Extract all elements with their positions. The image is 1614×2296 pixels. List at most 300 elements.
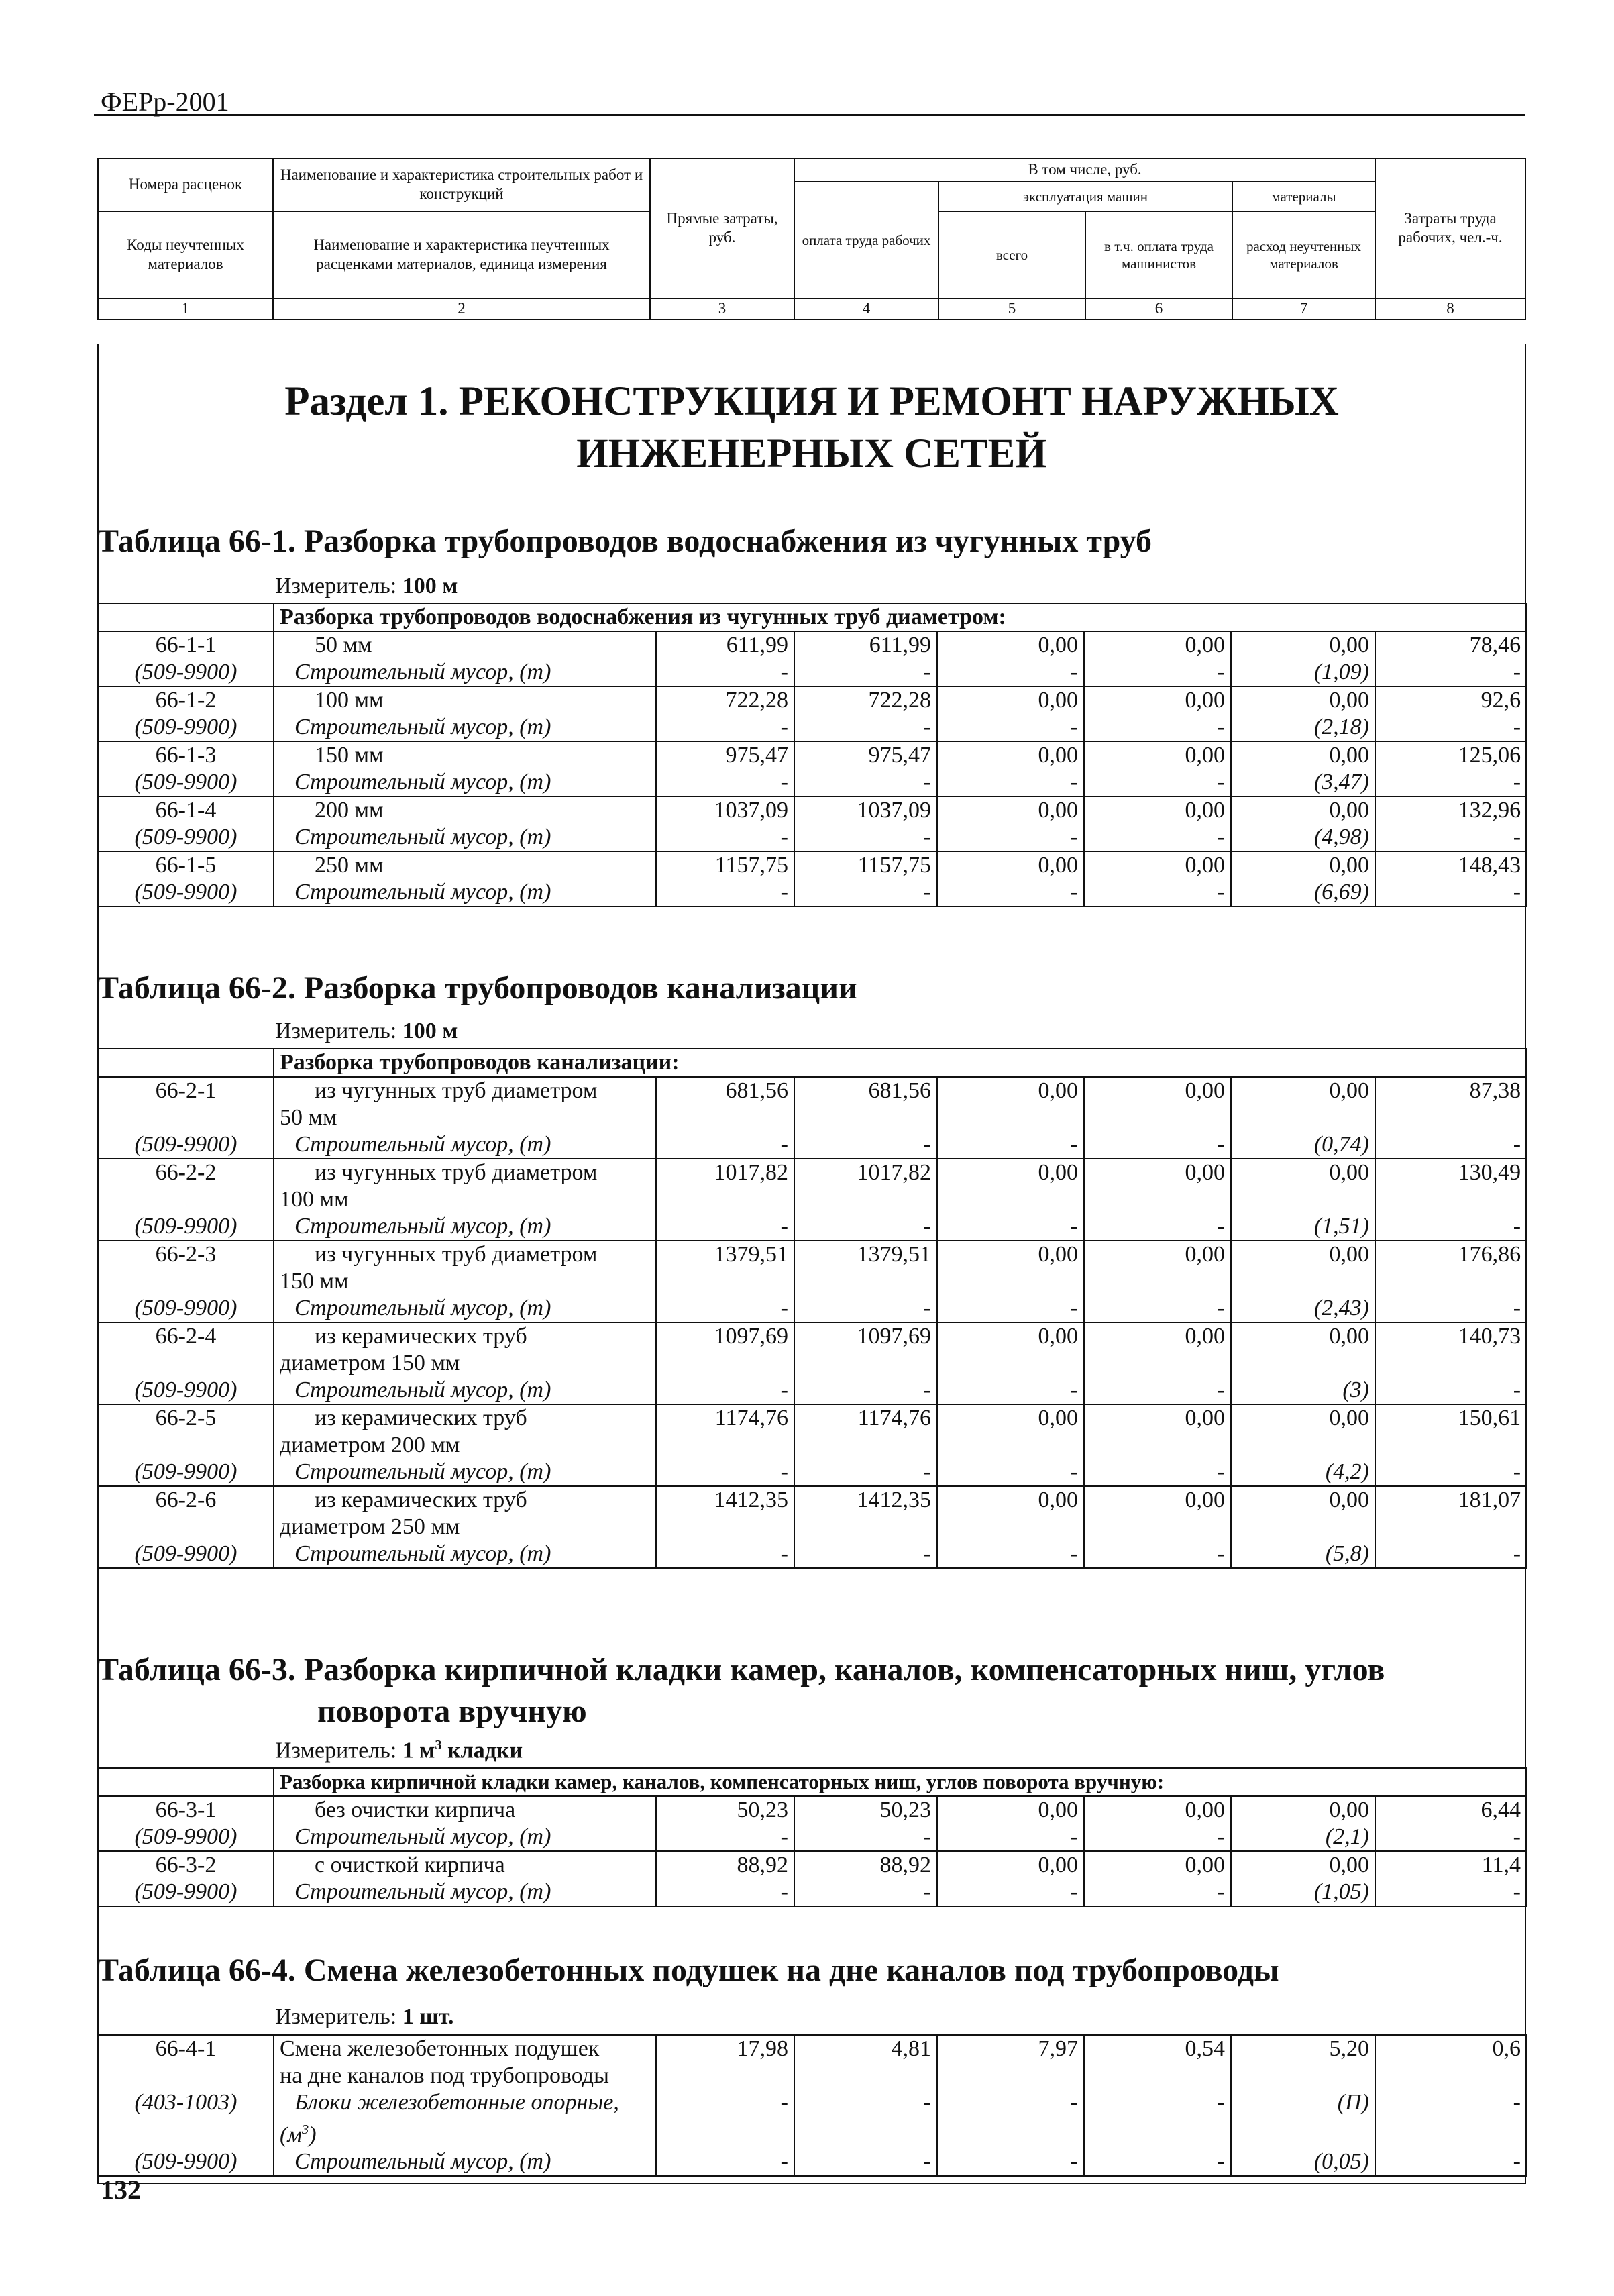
work-name-continued: диаметром 200 мм [274,1432,656,1459]
material-consumption: (1,51) [1231,1213,1375,1241]
material-code: (509-9900) [98,1295,274,1322]
table-row [98,1322,1527,1350]
machines-total: 0,00 [937,1241,1084,1268]
page-number: 132 [101,2175,141,2205]
value-8: - [1375,1879,1527,1906]
table-66-3-meter [275,1738,523,1763]
table-66-2-meter [275,1019,458,1044]
table-row [98,796,1527,824]
direct-costs: 1097,69 [656,1322,794,1350]
table-row [98,1241,1527,1268]
table-66-1 [97,603,1527,907]
meter-value: 1 м [402,1738,435,1763]
labor-hours: 92,6 [1375,686,1527,714]
work-name: с очисткой кирпича [274,1851,656,1879]
material-code: (509-9900) [98,1213,274,1241]
labor-hours: 11,4 [1375,1851,1527,1879]
labor-hours: 87,38 [1375,1077,1527,1104]
meter-label: Измеритель: [275,1738,397,1763]
value-5: - [937,714,1084,741]
value-4: - [794,1459,937,1486]
material-name: Строительный мусор, (т) [274,1131,656,1159]
material-name: Строительный мусор, (т) [274,2148,656,2176]
table-row-material [98,714,1527,741]
meter-superscript: 3 [435,1738,442,1753]
value-3: - [656,714,794,741]
worker-pay: 1097,69 [794,1322,937,1350]
material-consumption: (2,1) [1231,1824,1375,1851]
rate-code: 66-2-6 [98,1486,274,1514]
worker-pay: 4,81 [794,2035,937,2063]
work-name: из керамических труб [274,1486,656,1514]
worker-pay: 1017,82 [794,1159,937,1186]
material-code: (509-9900) [98,1131,274,1159]
work-name: Смена железобетонных подушек [274,2035,656,2063]
value-5: - [937,824,1084,851]
materials: 0,00 [1231,631,1375,659]
header-index-7: 7 [1232,299,1375,319]
table-66-3-title-line2: поворота вручную [317,1693,587,1729]
operators-pay: 0,00 [1084,1159,1231,1186]
header-index-2: 2 [273,299,650,319]
machines-total: 0,00 [937,851,1084,879]
material-code: (403-1003) [98,2089,274,2116]
value-6: - [1084,1879,1231,1906]
operators-pay: 0,00 [1084,1322,1231,1350]
table-row-continued [98,1104,1527,1131]
operators-pay: 0,00 [1084,631,1231,659]
header-rates: Номера расценок [98,158,273,211]
worker-pay: 975,47 [794,741,937,769]
value-8: - [1375,769,1527,796]
materials: 0,00 [1231,1851,1375,1879]
worker-pay: 88,92 [794,1851,937,1879]
material-name: Строительный мусор, (т) [274,824,656,851]
value-6: - [1084,1459,1231,1486]
direct-costs: 88,92 [656,1851,794,1879]
header-index-6: 6 [1085,299,1232,319]
work-name: 250 мм [274,851,656,879]
value-4: - [794,1213,937,1241]
table-row [98,741,1527,769]
table-66-2-title: Таблица 66-2. Разборка трубопроводов канализации [97,970,857,1006]
table-66-4-meter [275,2004,454,2030]
value-6: - [1084,2089,1231,2116]
material-name: Блоки железобетонные опорные, [274,2089,656,2116]
direct-costs: 611,99 [656,631,794,659]
header-works: Наименование и характеристика строительных работ и конструкций [273,158,650,211]
value-5: - [937,1377,1084,1404]
materials: 0,00 [1231,1077,1375,1104]
table-66-1-subheader: Разборка трубопроводов водоснабжения из чугунных труб диаметром: [274,603,1527,631]
value-4: - [794,824,937,851]
machines-total: 0,00 [937,1077,1084,1104]
header-worker-pay: оплата труда рабочих [794,182,938,299]
value-4: - [794,1541,937,1568]
value-6: - [1084,1131,1231,1159]
rate-code: 66-1-5 [98,851,274,879]
machines-total: 0,00 [937,1851,1084,1879]
header-incl-group: В том числе, руб. [794,158,1375,182]
meter-value: 1 шт. [402,2004,454,2029]
direct-costs: 50,23 [656,1796,794,1824]
value-6: - [1084,769,1231,796]
work-name-continued: 150 мм [274,1268,656,1295]
machines-total: 7,97 [937,2035,1084,2063]
material-code: (509-9900) [98,1541,274,1568]
value-6: - [1084,1541,1231,1568]
table-row-material [98,2148,1527,2176]
rate-code: 66-3-2 [98,1851,274,1879]
table-row-material [98,1459,1527,1486]
material-name: Строительный мусор, (т) [274,1213,656,1241]
material-name: Строительный мусор, (т) [274,1459,656,1486]
table-row-material [98,824,1527,851]
value-5: - [937,1824,1084,1851]
value-3: - [656,769,794,796]
material-consumption: (2,18) [1231,714,1375,741]
material-consumption: (4,2) [1231,1459,1375,1486]
value-3: - [656,824,794,851]
worker-pay: 681,56 [794,1077,937,1104]
materials: 0,00 [1231,1159,1375,1186]
worker-pay: 1412,35 [794,1486,937,1514]
worker-pay: 1037,09 [794,796,937,824]
direct-costs: 1037,09 [656,796,794,824]
labor-hours: 176,86 [1375,1241,1527,1268]
material-consumption: (1,09) [1231,659,1375,686]
material-name: Строительный мусор, (т) [274,1824,656,1851]
header-material-codes: Коды неучтенных материалов [98,211,273,299]
table-row-continued [98,1268,1527,1295]
machines-total: 0,00 [937,1159,1084,1186]
machines-total: 0,00 [937,741,1084,769]
value-4: - [794,714,937,741]
value-3: - [656,1295,794,1322]
table-66-1-meter [275,574,458,599]
work-name-continued: 50 мм [274,1104,656,1131]
column-header-table [97,158,1526,320]
worker-pay: 611,99 [794,631,937,659]
labor-hours: 6,44 [1375,1796,1527,1824]
direct-costs: 1412,35 [656,1486,794,1514]
header-material-consumption: расход неучтенных материалов [1232,211,1375,299]
work-name: из чугунных труб диаметром [274,1077,656,1104]
material-name: Строительный мусор, (т) [274,769,656,796]
value-3: - [656,2148,794,2176]
rate-code: 66-1-1 [98,631,274,659]
value-4: - [794,769,937,796]
labor-hours: 78,46 [1375,631,1527,659]
work-name-continued: на дне каналов под трубопроводы [274,2063,656,2089]
direct-costs: 722,28 [656,686,794,714]
material-consumption: (3) [1231,1377,1375,1404]
work-name: 200 мм [274,796,656,824]
machines-total: 0,00 [937,1796,1084,1824]
worker-pay: 1157,75 [794,851,937,879]
header-index-8: 8 [1375,299,1525,319]
table-row-material [98,1824,1527,1851]
material-code: (509-9900) [98,824,274,851]
table-66-3 [97,1767,1527,1907]
table-row [98,1486,1527,1514]
header-operators-pay: в т.ч. оплата труда машинистов [1085,211,1232,299]
material-code: (509-9900) [98,1824,274,1851]
labor-hours: 140,73 [1375,1322,1527,1350]
materials: 0,00 [1231,1322,1375,1350]
material-consumption: (5,8) [1231,1541,1375,1568]
direct-costs: 975,47 [656,741,794,769]
material-name: Строительный мусор, (т) [274,1541,656,1568]
work-name-continued: диаметром 150 мм [274,1350,656,1377]
meter-value: 100 м [402,574,458,598]
machines-total: 0,00 [937,796,1084,824]
value-5: - [937,2148,1084,2176]
value-8: - [1375,2148,1527,2176]
material-code: (509-9900) [98,879,274,906]
work-name-continued: диаметром 250 мм [274,1514,656,1541]
work-name: 100 мм [274,686,656,714]
operators-pay: 0,00 [1084,1851,1231,1879]
table-row [98,851,1527,879]
header-index-4: 4 [794,299,938,319]
value-4: - [794,1131,937,1159]
value-3: - [656,1824,794,1851]
work-name-continued: 100 мм [274,1186,656,1213]
value-8: - [1375,824,1527,851]
material-consumption: (0,74) [1231,1131,1375,1159]
rate-code: 66-3-1 [98,1796,274,1824]
table-row-material [98,879,1527,906]
operators-pay: 0,00 [1084,1241,1231,1268]
value-6: - [1084,1377,1231,1404]
meter-label: Измеритель: [275,2004,397,2029]
value-8: - [1375,659,1527,686]
labor-hours: 181,07 [1375,1486,1527,1514]
table-66-2-subheader: Разборка трубопроводов канализации: [274,1049,1527,1077]
machines-total: 0,00 [937,1486,1084,1514]
value-5: - [937,1295,1084,1322]
operators-pay: 0,00 [1084,1404,1231,1432]
value-4: - [794,2089,937,2116]
direct-costs: 1174,76 [656,1404,794,1432]
meter-suffix: кладки [441,1738,523,1763]
material-code: (509-9900) [98,1459,274,1486]
materials: 0,00 [1231,741,1375,769]
rate-code: 66-2-5 [98,1404,274,1432]
table-66-1-title: Таблица 66-1. Разборка трубопроводов водоснабжения из чугунных труб [97,523,1152,559]
value-6: - [1084,1824,1231,1851]
table-row-material [98,1213,1527,1241]
value-5: - [937,1131,1084,1159]
direct-costs: 681,56 [656,1077,794,1104]
work-name: 50 мм [274,631,656,659]
value-3: - [656,659,794,686]
table-row [98,1077,1527,1104]
value-6: - [1084,1295,1231,1322]
value-3: - [656,1879,794,1906]
labor-hours: 132,96 [1375,796,1527,824]
operators-pay: 0,00 [1084,686,1231,714]
value-5: - [937,2089,1084,2116]
materials: 0,00 [1231,686,1375,714]
value-6: - [1084,824,1231,851]
operators-pay: 0,00 [1084,1077,1231,1104]
section-title: Раздел 1. РЕКОНСТРУКЦИЯ И РЕМОНТ НАРУЖНЫХ ИНЖЕНЕРНЫХ СЕТЕЙ [284,379,1339,476]
machines-total: 0,00 [937,1322,1084,1350]
table-row [98,1796,1527,1824]
material-code: (509-9900) [98,714,274,741]
value-5: - [937,879,1084,906]
work-name: из керамических труб [274,1322,656,1350]
material-consumption: (4,98) [1231,824,1375,851]
materials: 0,00 [1231,796,1375,824]
subheader-spacer [98,1049,274,1077]
table-row-material [98,1541,1527,1568]
value-8: - [1375,714,1527,741]
labor-hours: 0,6 [1375,2035,1527,2063]
rate-code: 66-1-3 [98,741,274,769]
value-5: - [937,659,1084,686]
rate-code: 66-2-3 [98,1241,274,1268]
rate-code: 66-2-4 [98,1322,274,1350]
value-4: - [794,659,937,686]
operators-pay: 0,00 [1084,741,1231,769]
header-material-names: Наименование и характеристика неучтенных расценками материалов, единица измерения [273,211,650,299]
value-3: - [656,879,794,906]
table-row-continued [98,2116,1527,2148]
table-row [98,2035,1527,2063]
value-8: - [1375,1824,1527,1851]
rate-code: 66-4-1 [98,2035,274,2063]
material-consumption: (1,05) [1231,1879,1375,1906]
direct-costs: 1157,75 [656,851,794,879]
operators-pay: 0,00 [1084,1486,1231,1514]
value-5: - [937,1459,1084,1486]
value-5: - [937,1213,1084,1241]
work-name: 150 мм [274,741,656,769]
value-3: - [656,1213,794,1241]
meter-label: Измеритель: [275,574,397,598]
subheader-spacer [98,603,274,631]
value-8: - [1375,1131,1527,1159]
table-row [98,686,1527,714]
value-3: - [656,1377,794,1404]
value-8: - [1375,1295,1527,1322]
material-consumption: (6,69) [1231,879,1375,906]
labor-hours: 125,06 [1375,741,1527,769]
value-8: - [1375,1459,1527,1486]
material-name: Строительный мусор, (т) [274,1377,656,1404]
value-3: - [656,1541,794,1568]
work-name: из чугунных труб диаметром [274,1241,656,1268]
labor-hours: 130,49 [1375,1159,1527,1186]
value-4: - [794,1824,937,1851]
value-4: - [794,1295,937,1322]
header-machines-total: всего [938,211,1085,299]
material-name: Строительный мусор, (т) [274,1295,656,1322]
material-code: (509-9900) [98,1879,274,1906]
worker-pay: 722,28 [794,686,937,714]
table-row [98,1851,1527,1879]
table-66-3-title [97,1649,1385,1732]
direct-costs: 17,98 [656,2035,794,2063]
table-row-material [98,659,1527,686]
table-row-material [98,1295,1527,1322]
value-8: - [1375,2089,1527,2116]
header-index-5: 5 [938,299,1085,319]
material-consumption: (П) [1231,2089,1375,2116]
value-4: - [794,2148,937,2176]
header-index-1: 1 [98,299,273,319]
table-row-material [98,1377,1527,1404]
value-8: - [1375,1213,1527,1241]
rate-code: 66-2-1 [98,1077,274,1104]
title-rule [94,114,1525,116]
machines-total: 0,00 [937,1404,1084,1432]
materials: 0,00 [1231,1486,1375,1514]
value-3: - [656,1131,794,1159]
table-row-continued [98,1186,1527,1213]
value-8: - [1375,1541,1527,1568]
machines-total: 0,00 [937,631,1084,659]
header-machines: эксплуатация машин [938,182,1232,211]
materials: 0,00 [1231,1796,1375,1824]
rate-code: 66-1-4 [98,796,274,824]
value-5: - [937,1541,1084,1568]
material-consumption: (0,05) [1231,2148,1375,2176]
materials: 5,20 [1231,2035,1375,2063]
table-66-3-subheader: Разборка кирпичной кладки камер, каналов, компенсаторных ниш, углов поворота вручную: [274,1768,1527,1796]
subheader-spacer [98,1768,274,1796]
value-6: - [1084,659,1231,686]
table-row [98,1404,1527,1432]
operators-pay: 0,00 [1084,851,1231,879]
material-code: (509-9900) [98,769,274,796]
table-row [98,1159,1527,1186]
value-6: - [1084,879,1231,906]
material-name: Строительный мусор, (т) [274,659,656,686]
table-row [98,631,1527,659]
header-labor-hours: Затраты труда рабочих, чел.-ч. [1375,158,1525,299]
labor-hours: 150,61 [1375,1404,1527,1432]
work-name: из керамических труб [274,1404,656,1432]
materials: 0,00 [1231,851,1375,879]
table-row-material [98,1131,1527,1159]
table-66-4-title: Таблица 66-4. Смена железобетонных подушек на дне каналов под трубопроводы [97,1952,1279,1988]
rate-code: 66-1-2 [98,686,274,714]
value-5: - [937,1879,1084,1906]
worker-pay: 50,23 [794,1796,937,1824]
rate-code: 66-2-2 [98,1159,274,1186]
meter-value: 100 м [402,1019,458,1043]
value-3: - [656,1459,794,1486]
table-66-4 [97,2034,1527,2177]
meter-label: Измеритель: [275,1019,397,1043]
value-8: - [1375,1377,1527,1404]
operators-pay: 0,00 [1084,796,1231,824]
header-index-3: 3 [650,299,794,319]
document-title: ФЕРр-2001 [101,87,229,117]
value-6: - [1084,2148,1231,2176]
operators-pay: 0,54 [1084,2035,1231,2063]
table-66-2 [97,1048,1527,1569]
value-4: - [794,1879,937,1906]
work-name: без очистки кирпича [274,1796,656,1824]
material-name: Строительный мусор, (т) [274,879,656,906]
material-code: (509-9900) [98,2148,274,2176]
table-row-material [98,769,1527,796]
